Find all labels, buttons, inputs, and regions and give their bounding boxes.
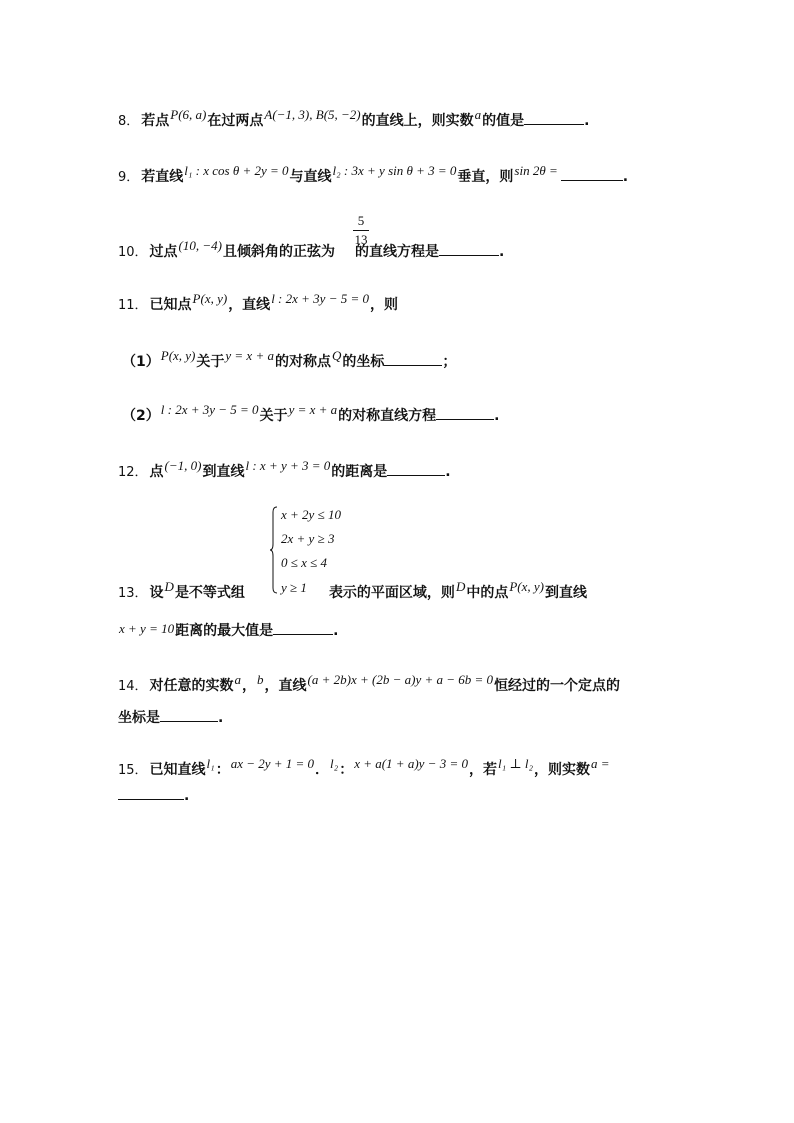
question-number: 14． [118,679,148,694]
math-expr: l₂ [330,756,339,771]
question-15: 15． 已知直线l₁：ax − 2y + 1 = 0．l₂：x + a(1 + a)y − 3 = 0，若l₁ ⊥ l₂，则实数a = [118,756,610,778]
question-8: 8． 若点P(6, a)在过两点A(−1, 3), B(5, −2)的直线上，则实数a的值是 . [118,107,590,129]
math-expr: ax − 2y + 1 = 0 [230,756,315,771]
answer-blank [160,707,218,722]
math-expr: l : 2x + 3y − 5 = 0 [160,402,259,417]
question-number: 9． [118,170,140,185]
math-expr: P(x, y) [509,579,544,594]
math-expr: D [455,579,466,594]
math-expr: a [234,672,242,687]
inequality-2: 2x + y ≥ 3 [281,531,335,546]
math-expr: a [474,107,482,122]
answer-blank [387,461,445,476]
question-11-part-1: （1）P(x, y)关于y = x + a的对称点Q的坐标 ； [122,348,457,370]
question-11: 11． 已知点P(x, y)，直线l : 2x + 3y − 5 = 0，则 [118,291,398,313]
question-number: 12． [118,465,148,480]
question-number: 15． [118,763,148,778]
answer-blank [384,351,442,366]
math-expr: l : x + y + 3 = 0 [245,458,331,473]
math-expr: x + a(1 + a)y − 3 = 0 [354,756,468,771]
math-expr: l₁ : x cos θ + 2y = 0 [184,163,289,178]
math-expr: l₁ ⊥ l₂ [497,756,533,771]
math-expr: Q [331,348,342,363]
inequality-1: x + 2y ≤ 10 [281,507,341,522]
math-expr: sin 2θ = [514,163,558,178]
math-expr: P(6, a) [170,107,207,122]
math-expr: D [164,579,174,594]
math-expr: l₁ [206,756,215,771]
answer-blank [524,110,584,125]
answer-blank [118,785,184,800]
math-expr: (10, −4) [178,238,222,253]
inequality-4: y ≥ 1 [281,580,307,595]
math-expr: l : 2x + 3y − 5 = 0 [271,291,369,306]
question-11-part-2: （2）l : 2x + 3y − 5 = 0关于y = x + a的对称直线方程 . [122,402,500,424]
question-10: 10． 过点(10, −4)且倾斜角的正弦为 的直线方程是 . [118,238,505,260]
math-expr: x + y = 10 [119,621,175,636]
math-expr: b [257,672,264,687]
question-number: 13． [118,586,148,601]
answer-blank [439,241,499,256]
answer-blank [273,620,333,635]
brace-icon [270,506,278,594]
question-13: 13． 设D是不等式组 表示的平面区域，则D中的点P(x, y)到直线 [118,579,587,601]
fraction: 5 13 [354,213,368,247]
math-expr: (−1, 0) [164,458,202,473]
answer-blank [561,166,623,181]
question-15-cont: . [118,785,189,806]
inequality-3: 0 ≤ x ≤ 4 [281,555,328,570]
question-9: 9． 若直线l₁ : x cos θ + 2y = 0与直线l₂ : 3x + y sin θ + 3 = 0垂直，则sin 2θ = . [118,163,629,185]
math-expr: P(x, y) [192,291,228,306]
question-14-cont: 坐标是 . [118,707,223,728]
answer-blank [436,405,494,420]
question-number: 10． [118,245,148,260]
math-expr: y = x + a [288,402,338,417]
math-expr: (a + 2b)x + (2b − a)y + a − 6b = 0 [307,672,494,687]
question-number: 11． [118,298,148,313]
math-expr: y = x + a [225,348,274,363]
math-expr: A(−1, 3), B(5, −2) [264,107,361,122]
question-14: 14． 对任意的实数a，b，直线(a + 2b)x + (2b − a)y + a − 6b = 0恒经过的一个定点的 [118,672,621,694]
math-expr: P(x, y) [160,348,196,363]
math-expr: l₂ : 3x + y sin θ + 3 = 0 [332,163,457,178]
question-number: 8． [118,114,140,129]
question-12: 12． 点(−1, 0)到直线l : x + y + 3 = 0的距离是 . [118,458,451,480]
math-expr: a = [590,756,610,771]
question-13-cont: x + y = 10距离的最大值是 . [119,621,339,639]
